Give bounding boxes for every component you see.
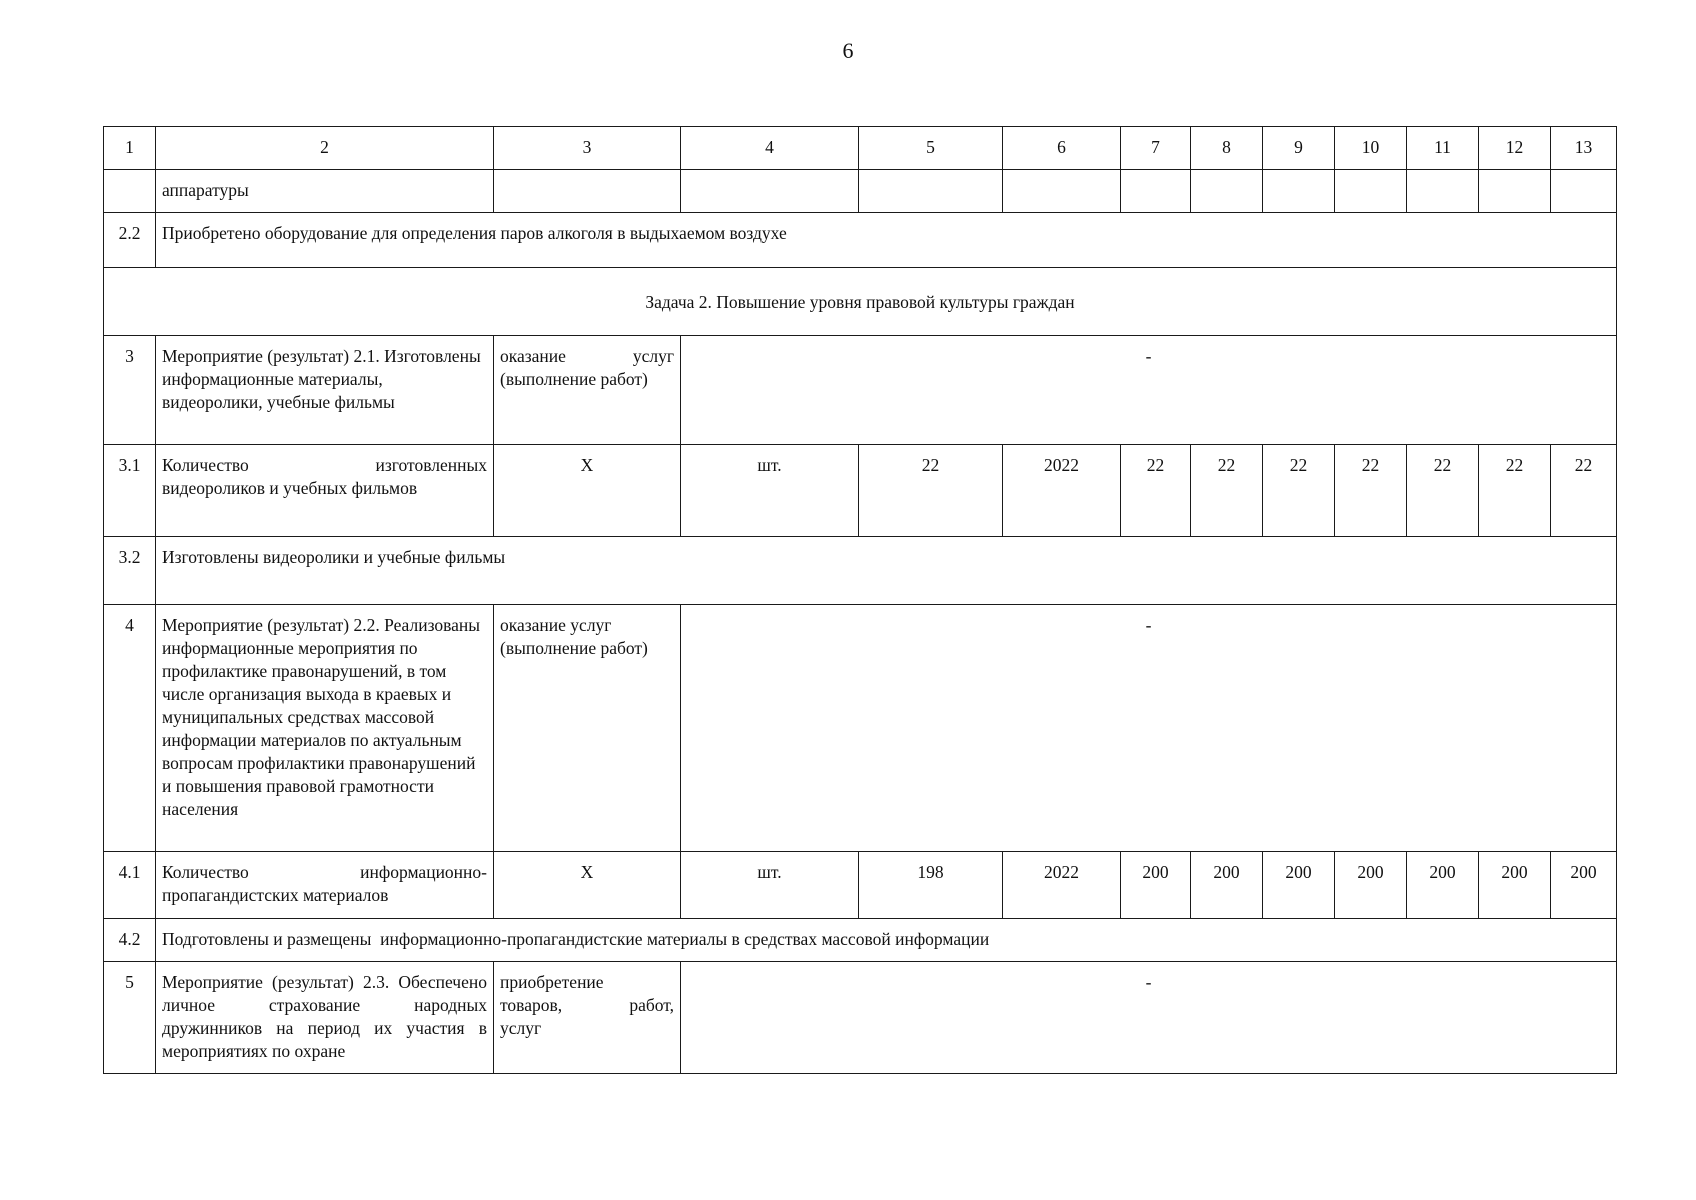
row-number-cell: 4: [104, 605, 156, 852]
value-cell: 200: [1263, 852, 1335, 919]
indicator-name-word: изготовленных: [375, 455, 487, 475]
base-value-cell: 198: [859, 852, 1003, 919]
measure-name: Мероприятие (результат) 2.2. Реализованы информационные мероприятия по профилактике правонарушений, в том числе организация выхода в краевых и муниципальных средствах массовой информации материалов по актуальным вопросам профилактики правонарушений и повышения правовой грамотности населения: [156, 605, 494, 852]
base-year-cell: 2022: [1003, 852, 1121, 919]
measure-type-word: работ,: [629, 995, 674, 1015]
measure-type-line: услуг: [500, 1018, 542, 1038]
task-heading: Задача 2. Повышение уровня правовой культуры граждан: [104, 268, 1617, 336]
col-header: 12: [1479, 127, 1551, 170]
indicator-name: [156, 445, 494, 537]
mark-cell: X: [494, 445, 681, 537]
indicator-name: [156, 852, 494, 919]
row-number-cell: [104, 170, 156, 213]
table-row: [104, 213, 1617, 268]
col-header: 10: [1335, 127, 1407, 170]
page-number: 6: [842, 38, 854, 63]
table-row: [104, 170, 1617, 213]
table-row: [104, 605, 1617, 852]
measure-type-word: товаров,: [500, 995, 563, 1015]
col-header: 2: [156, 127, 494, 170]
col-header: 1: [104, 127, 156, 170]
row-number-cell: 4.2: [104, 919, 156, 962]
dash-cell: -: [681, 962, 1617, 1074]
col-header: 5: [859, 127, 1003, 170]
col-header: 3: [494, 127, 681, 170]
measure-type: оказание услуг (выполнение работ): [494, 605, 681, 852]
value-cell: 22: [1479, 445, 1551, 537]
value-cell: 22: [1335, 445, 1407, 537]
table-row: [104, 537, 1617, 605]
table-row: [104, 919, 1617, 962]
row-number-cell: 5: [104, 962, 156, 1074]
value-cell: 200: [1335, 852, 1407, 919]
unit-cell: шт.: [681, 852, 859, 919]
value-cell: 200: [1407, 852, 1479, 919]
col-header: 11: [1407, 127, 1479, 170]
dash-cell: -: [681, 605, 1617, 852]
row-number-cell: 3.1: [104, 445, 156, 537]
col-header: 7: [1121, 127, 1191, 170]
header-row: [104, 127, 1617, 170]
unit-cell: шт.: [681, 445, 859, 537]
measure-type-word: оказание: [500, 346, 566, 366]
measure-type-line: приобретение: [500, 972, 604, 992]
result-description: Подготовлены и размещены информационно-пропагандистские материалы в средствах массовой информации: [156, 919, 1617, 962]
base-value-cell: 22: [859, 445, 1003, 537]
col-header: 4: [681, 127, 859, 170]
program-table: [103, 126, 1617, 1074]
table-row: [104, 336, 1617, 445]
table-row: [104, 445, 1617, 537]
table-row: [104, 962, 1617, 1074]
row-number-cell: 4.1: [104, 852, 156, 919]
value-cell: 22: [1551, 445, 1617, 537]
measure-name: Мероприятие (результат) 2.1. Изготовлены информационные материалы, видеоролики, учебные фильмы: [156, 336, 494, 445]
value-cell: 200: [1551, 852, 1617, 919]
measure-name: Мероприятие (результат) 2.3. Обеспечено личное страхование народных дружинников на период их участия в мероприятиях по охране: [156, 962, 494, 1074]
col-header: 13: [1551, 127, 1617, 170]
result-description: Приобретено оборудование для определения паров алкоголя в выдыхаемом воздухе: [156, 213, 1617, 268]
measure-type: [494, 336, 681, 445]
value-cell: 22: [1263, 445, 1335, 537]
row-name-cell: аппаратуры: [156, 170, 494, 213]
indicator-name-word: Количество: [162, 862, 249, 882]
indicator-name-line: пропагандистских материалов: [162, 885, 389, 905]
measure-type-word: услуг: [632, 346, 674, 366]
result-description: Изготовлены видеоролики и учебные фильмы: [156, 537, 1617, 605]
row-number-cell: 3: [104, 336, 156, 445]
row-number-cell: 3.2: [104, 537, 156, 605]
value-cell: 200: [1121, 852, 1191, 919]
col-header: 9: [1263, 127, 1335, 170]
indicator-name-word: Количество: [162, 455, 249, 475]
measure-type: [494, 962, 681, 1074]
measure-type-line: (выполнение работ): [500, 369, 648, 389]
task-heading-row: [104, 268, 1617, 336]
value-cell: 22: [1121, 445, 1191, 537]
col-header: 8: [1191, 127, 1263, 170]
base-year-cell: 2022: [1003, 445, 1121, 537]
indicator-name-line: видеороликов и учебных фильмов: [162, 478, 418, 498]
value-cell: 22: [1191, 445, 1263, 537]
value-cell: 22: [1407, 445, 1479, 537]
row-number-cell: 2.2: [104, 213, 156, 268]
table-row: [104, 852, 1617, 919]
dash-cell: -: [681, 336, 1617, 445]
value-cell: 200: [1479, 852, 1551, 919]
value-cell: 200: [1191, 852, 1263, 919]
indicator-name-word: информационно-: [360, 862, 487, 882]
mark-cell: X: [494, 852, 681, 919]
col-header: 6: [1003, 127, 1121, 170]
